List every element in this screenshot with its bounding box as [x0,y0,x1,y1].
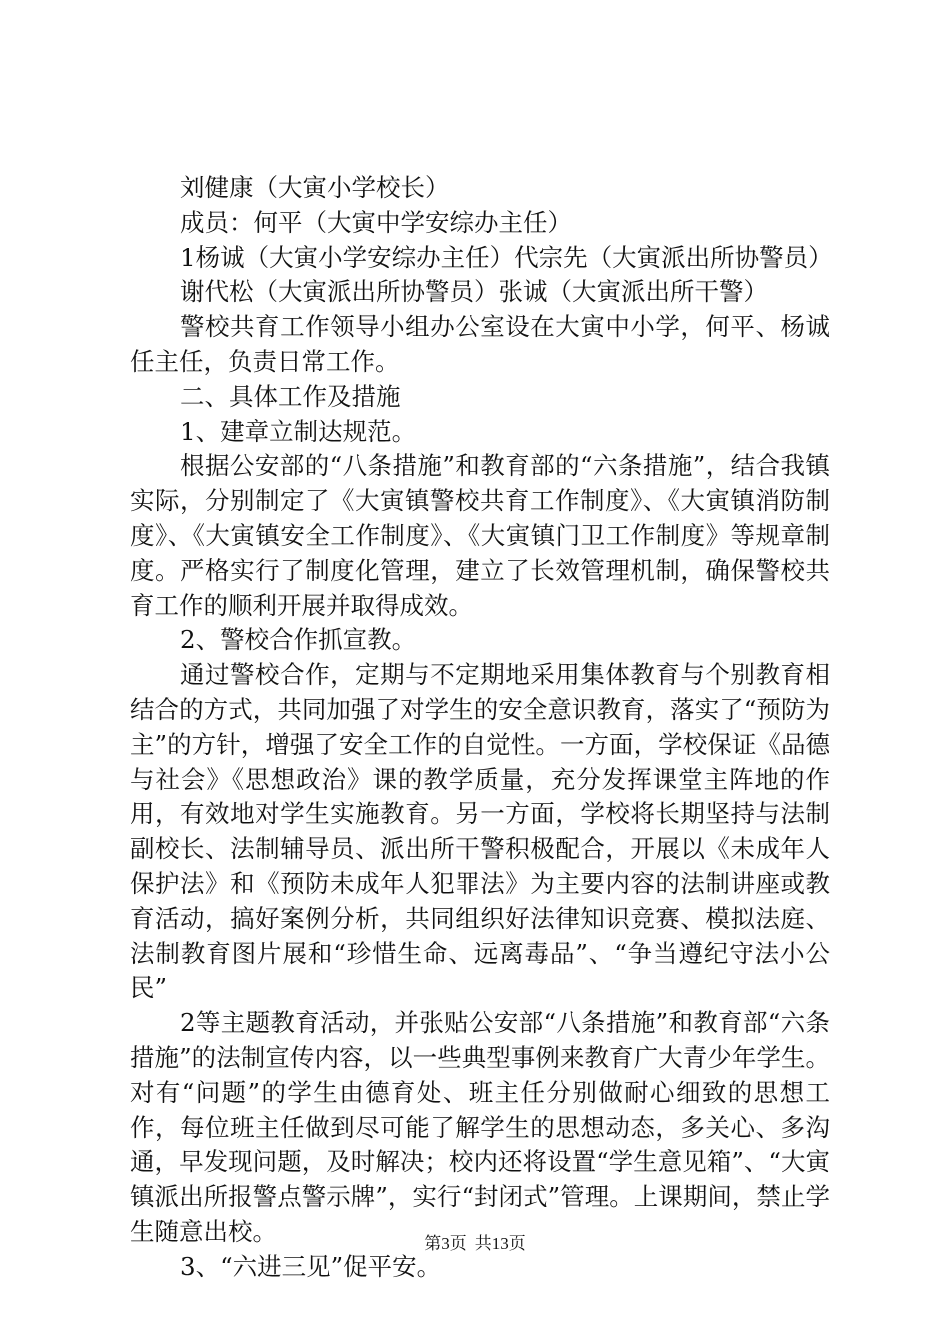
document-body [130,171,833,1285]
page-number-total: 共13页 [474,1234,526,1253]
paragraph-members-yang: 1杨诚（大寅小学安综办主任）代宗先（大寅派出所协警员） [180,242,833,272]
paragraph-member-liu: 刘健康（大寅小学校长） [180,173,450,202]
subheading-safety: 3、“六进三见”促平安。 [180,1251,442,1281]
paragraph-members-he: 成员：何平（大寅中学安综办主任） [180,207,572,237]
section-heading-measures: 二、具体工作及措施 [180,381,401,411]
paragraph-members-xie: 谢代松（大寅派出所协警员）张诚（大寅派出所干警） [180,277,768,307]
paragraph-rules: 根据公安部的“八条措施”和教育部的“六条措施”，结合我镇实际，分别制定了《大寅镇警校共育工作制度》、《大寅镇消防制度》、《大寅镇安全工作制度》、《大寅镇门卫工作制度》等规章制度。严格实行了制度化管理，建立了长效管理机制，确保警校共育工作的顺利开展并取得成效。 [130,451,830,620]
page-number-current: 第3页 [424,1234,467,1253]
page-footer [0,1234,950,1254]
paragraph-office: 警校共育工作领导小组办公室设在大寅中小学，何平、杨诚任主任，负责日常工作。 [130,312,830,376]
subheading-cooperation: 2、警校合作抓宣教。 [180,625,417,655]
paragraph-theme-activities: 2等主题教育活动，并张贴公安部“八条措施”和教育部“六条措施”的法制宣传内容，以一些典型事例来教育广大青少年学生。对有“问题”的学生由德育处、班主任分别做耐心细致的思想工作，每位班主任做到尽可能了解学生的思想动态，多关心、多沟通，早发现问题，及时解决；校内还将设置“学生意见箱”、“大寅镇派出所报警点警示牌”，实行“封闭式”管理。上课期间，禁止学生随意出校。 [130,1008,830,1246]
subheading-rules: 1、建章立制达规范。 [180,416,417,446]
paragraph-cooperation: 通过警校合作，定期与不定期地采用集体教育与个别教育相结合的方式，共同加强了对学生的安全意识教育，落实了“预防为主”的方针，增强了安全工作的自觉性。一方面，学校保证《品德与社会》《思想政治》课的教学质量，充分发挥课堂主阵地的作用，有效地对学生实施教育。另一方面，学校将长期坚持与法制副校长、法制辅导员、派出所干警积极配合，开展以《未成年人保护法》和《预防未成年人犯罪法》为主要内容的法制讲座或教育活动，搞好案例分析，共同组织好法律知识竞赛、模拟法庭、法制教育图片展和“珍惜生命、远离毒品”、“争当遵纪守法小公民” [130,660,830,1003]
